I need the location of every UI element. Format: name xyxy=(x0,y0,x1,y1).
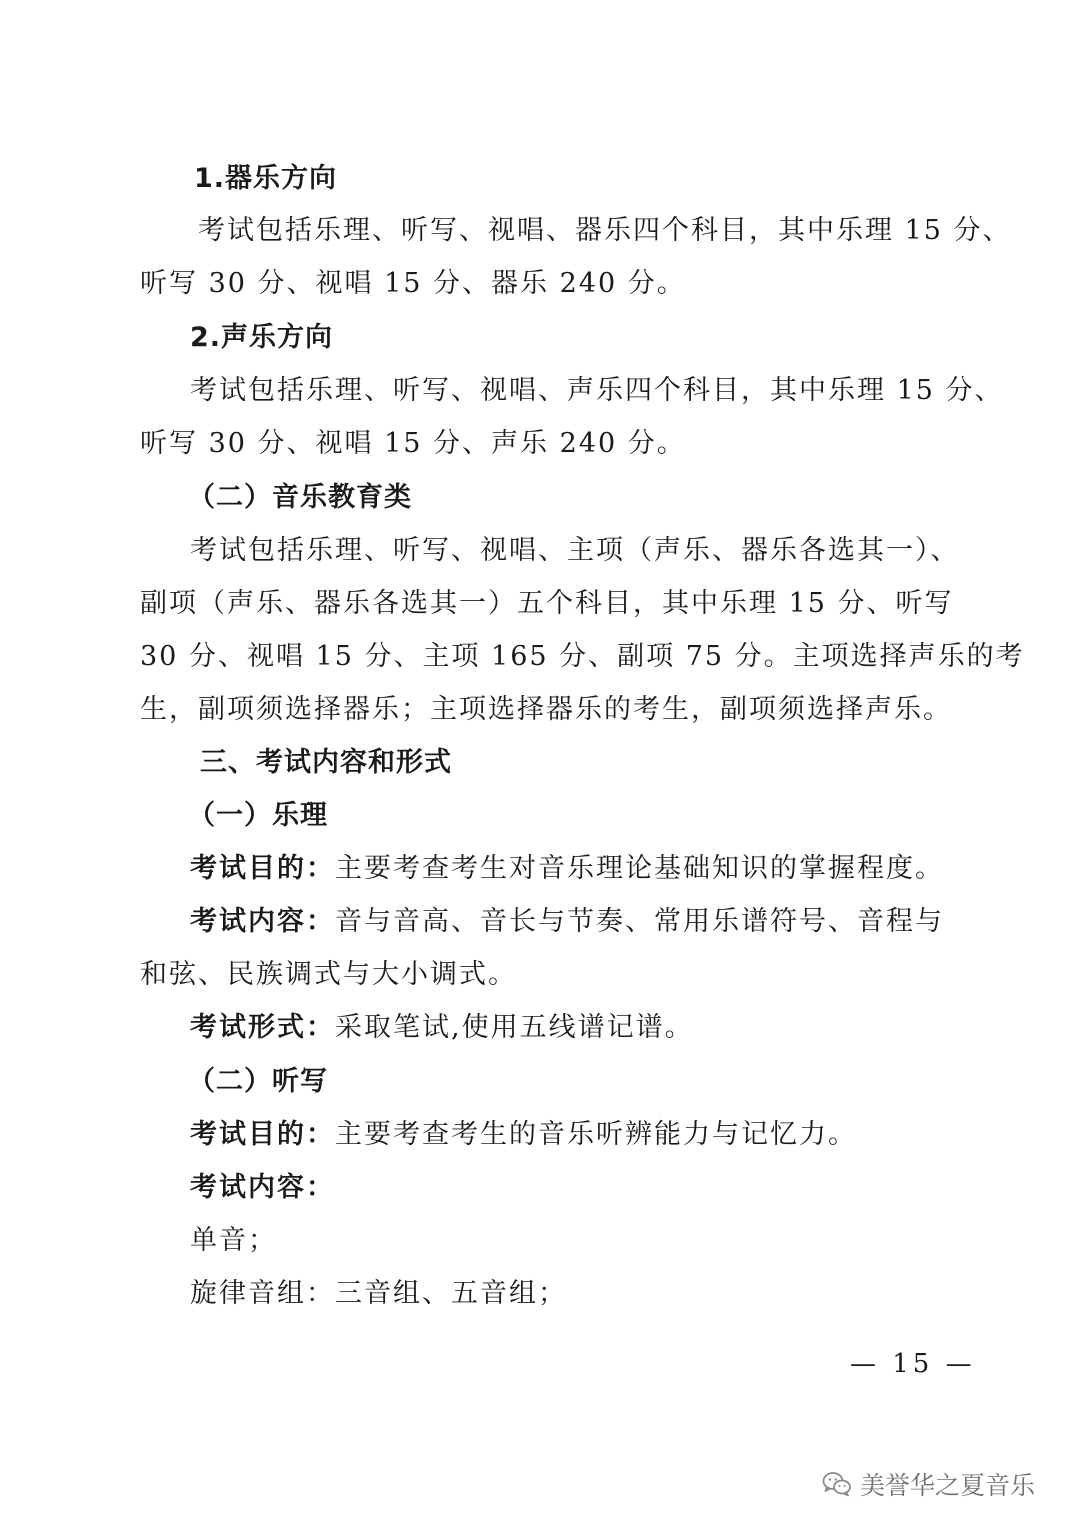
paragraph-line: 副项（声乐、器乐各选其一）五个科目，其中乐理 15 分、听写 xyxy=(140,588,954,619)
paragraph-line: 考试包括乐理、听写、视唱、声乐四个科目，其中乐理 15 分、 xyxy=(190,375,1004,406)
paragraph-line: 听写 30 分、视唱 15 分、声乐 240 分。 xyxy=(140,428,686,459)
text: 主要考查考生对音乐理论基础知识的掌握程度。 xyxy=(335,853,944,884)
theory-content-line xyxy=(190,908,944,935)
paragraph-line: 生，副项须选择器乐；主项选择器乐的考生，副项须选择声乐。 xyxy=(140,694,952,725)
watermark-text: 美誉华之夏音乐 xyxy=(860,1471,1036,1500)
paragraph-line: 考试包括乐理、听写、视唱、主项（声乐、器乐各选其一）、 xyxy=(190,535,960,566)
watermark xyxy=(822,1466,1035,1502)
label: 考试内容： xyxy=(190,1172,335,1203)
paragraph-line: 和弦、民族调式与大小调式。 xyxy=(140,959,517,990)
heading-theory: （一）乐理 xyxy=(188,800,328,831)
paragraph-line: 考试包括乐理、听写、视唱、器乐四个科目，其中乐理 15 分、 xyxy=(198,215,1012,246)
text: 主要考查考生的音乐听辨能力与记忆力。 xyxy=(335,1119,857,1150)
dictation-purpose-line xyxy=(190,1121,857,1148)
paragraph-line: 30 分、视唱 15 分、主项 165 分、副项 75 分。主项选择声乐的考 xyxy=(140,641,1025,672)
label: 考试目的： xyxy=(190,1119,335,1150)
heading-exam-content: 三、考试内容和形式 xyxy=(200,747,452,778)
label: 考试目的： xyxy=(190,853,335,884)
wechat-icon xyxy=(822,1471,852,1497)
dictation-content-line xyxy=(190,1174,335,1201)
list-item: 旋律音组：三音组、五音组； xyxy=(190,1278,567,1309)
label: 考试形式： xyxy=(190,1012,335,1043)
theory-form-line xyxy=(190,1014,694,1041)
page-number: — 15 — xyxy=(850,1349,976,1379)
heading-music-education: （二）音乐教育类 xyxy=(188,482,412,513)
label: 考试内容： xyxy=(190,906,335,937)
heading-instrumental: 1.器乐方向 xyxy=(194,163,338,194)
theory-purpose-line xyxy=(190,855,944,882)
text: 采取笔试,使用五线谱记谱。 xyxy=(335,1012,694,1043)
heading-dictation: （二）听写 xyxy=(188,1066,328,1097)
list-item: 单音； xyxy=(190,1225,277,1256)
heading-vocal: 2.声乐方向 xyxy=(190,322,334,353)
text: 音与音高、音长与节奏、常用乐谱符号、音程与 xyxy=(335,906,944,937)
paragraph-line: 听写 30 分、视唱 15 分、器乐 240 分。 xyxy=(140,268,686,299)
